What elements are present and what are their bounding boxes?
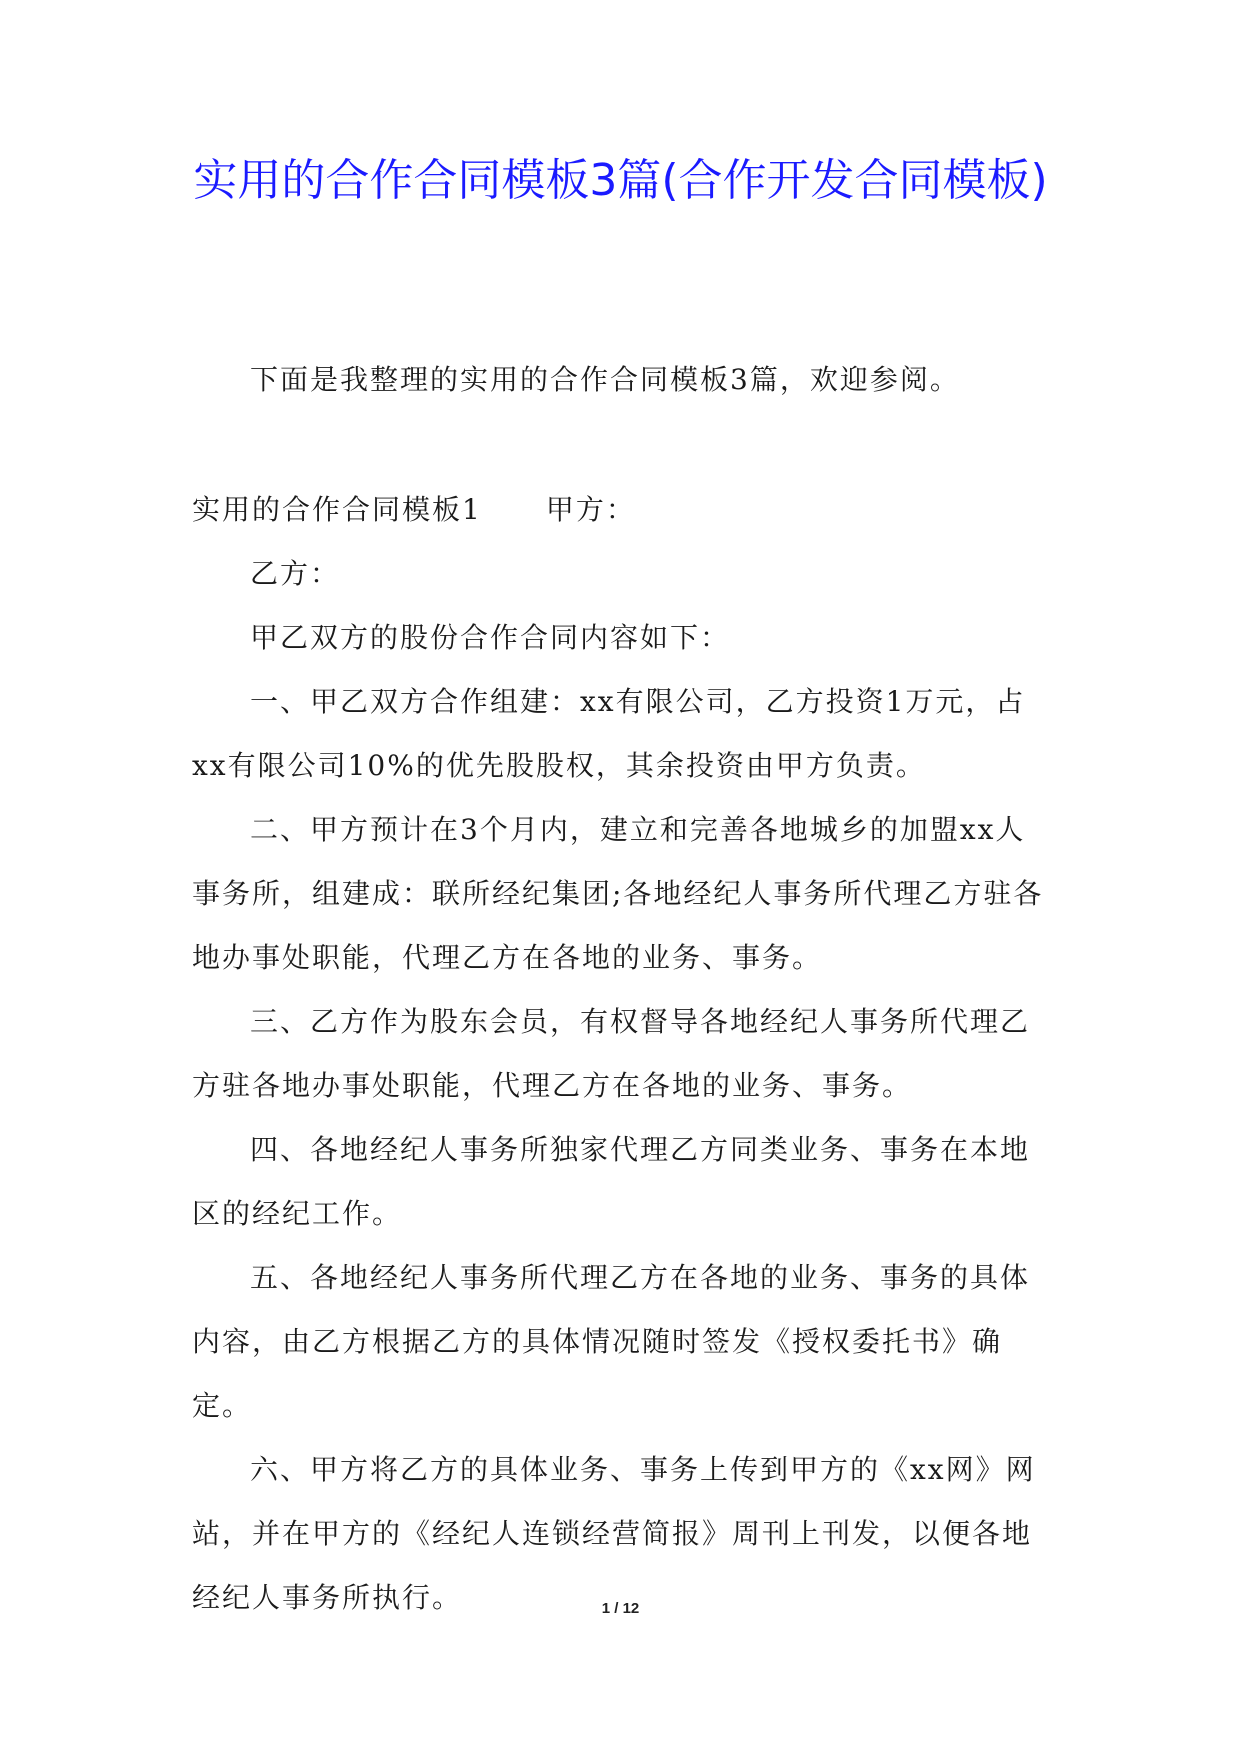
contract-paragraph: 二、甲方预计在3个月内，建立和完善各地城乡的加盟xx人事务所，组建成：联所经纪集团;各地经纪人事务所代理乙方驻各地办事处职能，代理乙方在各地的业务、事务。 — [192, 813, 1044, 974]
page-number: 1 / 12 — [601, 1600, 640, 1617]
contract-paragraph: 一、甲乙双方合作组建：xx有限公司，乙方投资1万元，占xx有限公司10%的优先股股权，其余投资由甲方负责。 — [192, 685, 1026, 782]
party-b-label: 乙方： — [250, 557, 341, 590]
section-heading: 实用的合作合同模板1 — [192, 493, 482, 526]
contract-paragraph: 五、各地经纪人事务所代理乙方在各地的业务、事务的具体内容，由乙方根据乙方的具体情况随时签发《授权委托书》确定。 — [192, 1261, 1031, 1422]
section-heading-line — [192, 478, 1052, 542]
contract-paragraph: 六、甲方将乙方的具体业务、事务上传到甲方的《xx网》网站，并在甲方的《经纪人连锁经营简报》周刊上刊发，以便各地经纪人事务所执行。 — [192, 1453, 1036, 1614]
document-title: 实用的合作合同模板3篇(合作开发合同模板) — [193, 155, 1048, 206]
party-a-label: 甲方： — [545, 493, 636, 526]
contract-paragraph: 四、各地经纪人事务所独家代理乙方同类业务、事务在本地区的经纪工作。 — [192, 1133, 1031, 1230]
intro-paragraph: 下面是我整理的实用的合作合同模板3篇，欢迎参阅。 — [250, 363, 960, 396]
contract-paragraph: 甲乙双方的股份合作合同内容如下： — [250, 621, 731, 654]
contract-content — [192, 606, 1052, 1630]
contract-paragraph: 三、乙方作为股东会员，有权督导各地经纪人事务所代理乙方驻各地办事处职能，代理乙方在各地的业务、事务。 — [192, 1005, 1031, 1102]
